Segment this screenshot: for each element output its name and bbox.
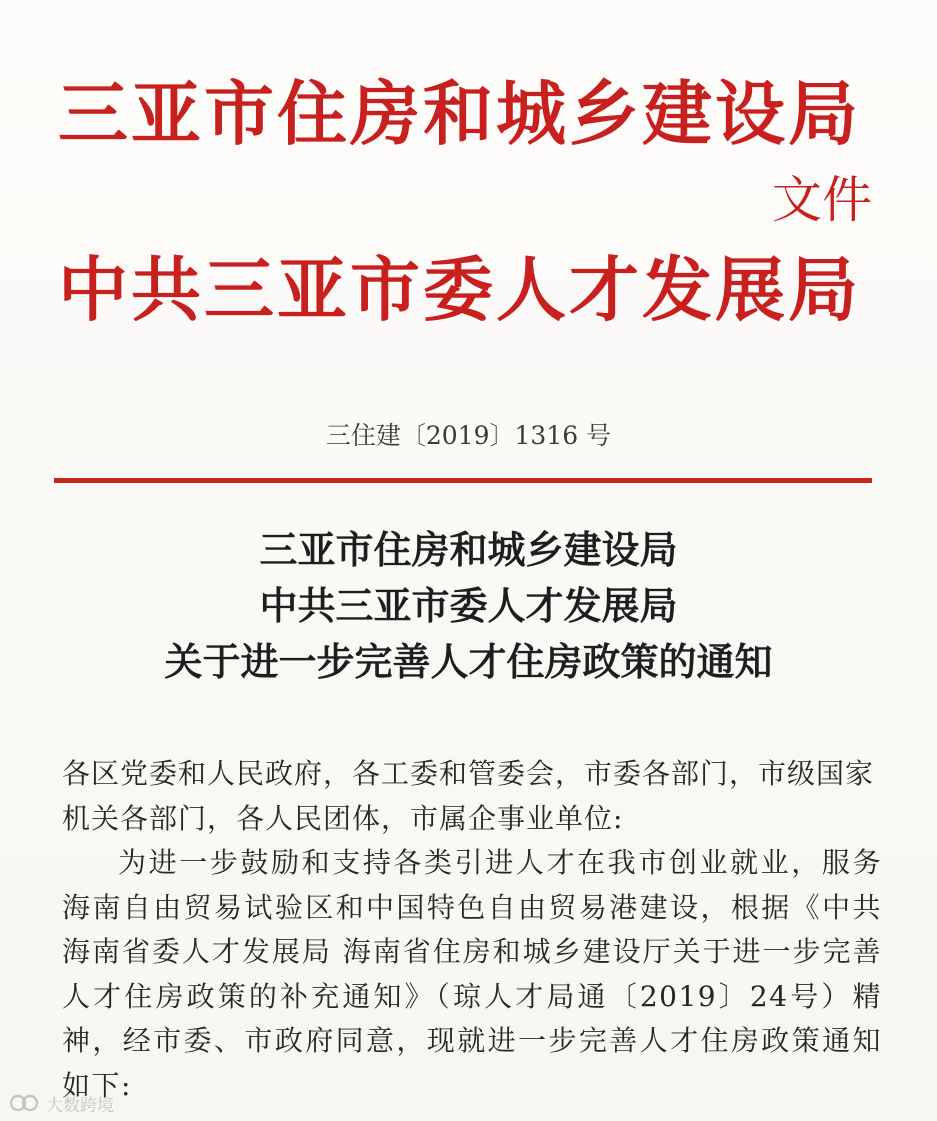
- addressee-line: 各区党委和人民政府，各工委和管委会，市委各部门，市级国家机关各部门，各人民团体，市属企事业单位:: [62, 757, 875, 835]
- document-type-label: 文件: [772, 171, 872, 229]
- document-number: 三住建〔2019〕1316 号: [325, 421, 612, 450]
- issuer-name-talent-bureau: 中共三亚市委人才发展局: [58, 249, 861, 331]
- watermark: [10, 1090, 114, 1116]
- red-separator-line: [54, 478, 872, 483]
- document-body: [62, 752, 882, 1108]
- title-line-3: 关于进一步完善人才住房政策的通知: [164, 639, 773, 684]
- watermark-text: 大数跨境: [46, 1095, 114, 1116]
- body-paragraph: 为进一步鼓励和支持各类引进人才在我市创业就业，服务海南自由贸易试验区和中国特色自由贸易港建设，根据《中共海南省委人才发展局 海南省住房和城乡建设厅关于进一步完善人才住房政策的补充通知》（琼人才局通〔2019〕24号）精神，经市委、市政府同意，现就进一步完善人才住房政策通知如下:: [62, 846, 882, 1102]
- document-title: [0, 522, 937, 690]
- title-line-1: 三亚市住房和城乡建设局: [259, 527, 678, 572]
- brand-logo-icon: [10, 1093, 40, 1113]
- title-line-2: 中共三亚市委人才发展局: [259, 583, 678, 628]
- issuer-name-housing-bureau: 三亚市住房和城乡建设局: [58, 73, 861, 155]
